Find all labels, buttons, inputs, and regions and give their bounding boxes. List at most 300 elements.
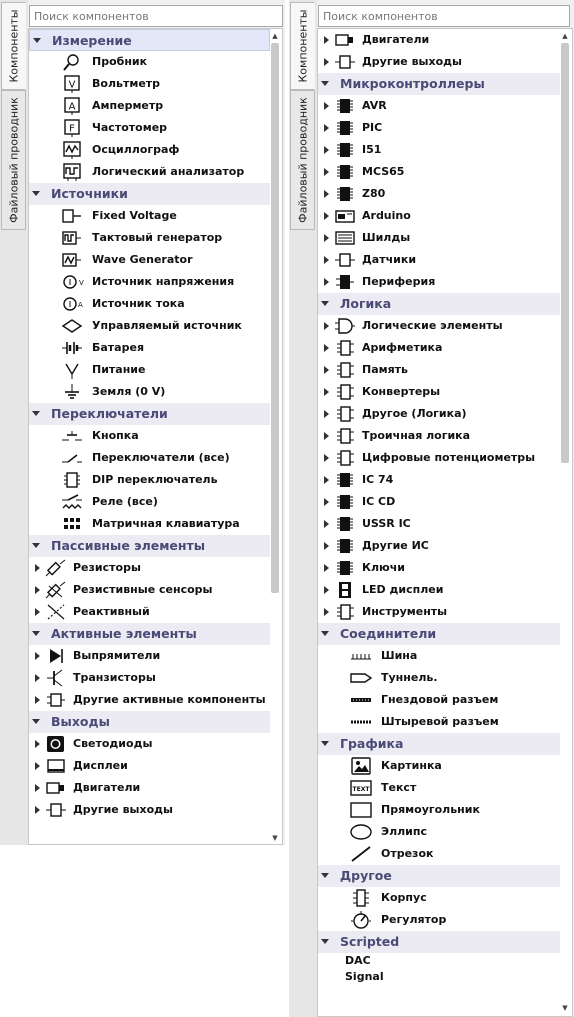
item-label: Арифметика	[362, 341, 443, 354]
category-label: Активные элементы	[51, 626, 197, 641]
header-icon	[350, 712, 372, 732]
item-label: Частотомер	[92, 121, 168, 134]
right-vertical-tabs	[289, 0, 317, 1017]
led-icon	[45, 734, 67, 754]
keypad-icon	[61, 514, 83, 534]
tab-components[interactable]	[290, 2, 315, 90]
item-label: Реактивный	[73, 605, 150, 618]
clock-icon	[61, 228, 83, 248]
ground-icon	[61, 382, 83, 402]
expand-arrow-icon[interactable]	[324, 102, 329, 110]
tunnel-icon	[350, 668, 372, 688]
chip-icon	[334, 470, 356, 490]
collapse-arrow-icon[interactable]	[32, 719, 40, 724]
controlled-source-icon	[61, 316, 83, 336]
scroll-thumb[interactable]	[561, 43, 569, 463]
ammeter-icon	[61, 96, 83, 116]
subcategory-item[interactable]	[318, 271, 560, 293]
expand-arrow-icon[interactable]	[324, 586, 329, 594]
component-item[interactable]	[318, 843, 560, 865]
expand-arrow-icon[interactable]	[324, 410, 329, 418]
left-vertical-tabs	[0, 0, 28, 845]
svg-text:V: V	[79, 279, 84, 287]
category-header[interactable]	[318, 733, 560, 755]
svg-text:F: F	[69, 123, 75, 135]
socket-icon	[350, 690, 372, 710]
other-output-icon	[45, 800, 67, 820]
expand-arrow-icon[interactable]	[35, 696, 40, 704]
expand-arrow-icon[interactable]	[324, 168, 329, 176]
component-item[interactable]	[318, 645, 560, 667]
collapse-arrow-icon[interactable]	[321, 873, 329, 878]
subcategory-item[interactable]	[318, 359, 560, 381]
item-label: Кнопка	[92, 429, 139, 442]
expand-arrow-icon[interactable]	[324, 388, 329, 396]
category-header[interactable]	[29, 183, 270, 205]
svg-text:TEXT: TEXT	[352, 786, 370, 793]
item-label: Тактовый генератор	[92, 231, 223, 244]
category-label: Графика	[340, 736, 404, 751]
subcategory-item[interactable]	[318, 469, 560, 491]
knob-icon	[350, 910, 372, 930]
scroll-up-icon[interactable]: ▲	[562, 32, 568, 40]
component-item[interactable]	[29, 381, 270, 403]
item-label: Осциллограф	[92, 143, 180, 156]
category-header[interactable]	[29, 535, 270, 557]
subcategory-item[interactable]	[318, 29, 560, 51]
motor-icon	[334, 30, 356, 50]
subcategory-item[interactable]	[29, 755, 270, 777]
category-label: Логика	[340, 296, 392, 311]
component-item[interactable]	[29, 249, 270, 271]
collapse-arrow-icon[interactable]	[321, 631, 329, 636]
line-icon	[350, 844, 372, 864]
subcategory-item[interactable]	[318, 403, 560, 425]
expand-arrow-icon[interactable]	[35, 806, 40, 814]
item-label: Питание	[92, 363, 146, 376]
resistor-icon	[45, 558, 67, 578]
item-label: Амперметр	[92, 99, 164, 112]
item-label: Регулятор	[381, 913, 447, 926]
script-item[interactable]	[318, 953, 560, 969]
category-label: Другое	[340, 868, 392, 883]
item-label: Логические элементы	[362, 319, 503, 332]
item-label: Двигатели	[362, 33, 430, 46]
category-label: Выходы	[51, 714, 110, 729]
search-input[interactable]	[29, 5, 283, 27]
component-item[interactable]	[318, 755, 560, 777]
expand-arrow-icon[interactable]	[324, 146, 329, 154]
item-label: Датчики	[362, 253, 417, 266]
tab-components-label: Компоненты	[7, 9, 20, 83]
chip-icon	[334, 118, 356, 138]
expand-arrow-icon[interactable]	[35, 608, 40, 616]
category-label: Измерение	[52, 33, 132, 48]
subcategory-item[interactable]	[318, 381, 560, 403]
ic-outline-icon	[334, 602, 356, 622]
component-item[interactable]	[318, 887, 560, 909]
item-label: Отрезок	[381, 847, 434, 860]
item-label: Управляемый источник	[92, 319, 242, 332]
expand-arrow-icon[interactable]	[324, 344, 329, 352]
left-panel	[0, 0, 285, 845]
item-label: Другие выходы	[73, 803, 173, 816]
subcategory-item[interactable]	[318, 315, 560, 337]
expand-arrow-icon[interactable]	[35, 762, 40, 770]
fixed-voltage-icon	[61, 206, 83, 226]
component-tree[interactable]	[317, 28, 573, 1017]
battery-icon	[61, 338, 83, 358]
subcategory-item[interactable]	[318, 601, 560, 623]
subcategory-item[interactable]	[318, 183, 560, 205]
category-label: Соединители	[340, 626, 437, 641]
subcategory-item[interactable]	[318, 139, 560, 161]
subcategory-item[interactable]	[318, 337, 560, 359]
text-icon	[350, 778, 372, 798]
oscilloscope-icon	[61, 140, 83, 160]
subcategory-item[interactable]	[318, 557, 560, 579]
item-label: Wave Generator	[92, 253, 193, 266]
tab-file-browser-label: Файловый проводник	[296, 97, 309, 223]
category-label: Источники	[51, 186, 128, 201]
item-label: Периферия	[362, 275, 436, 288]
item-label: Троичная логика	[362, 429, 471, 442]
item-label: Резистивные сенсоры	[73, 583, 213, 596]
item-label: DAC	[345, 954, 371, 967]
item-label: Другое (Логика)	[362, 407, 467, 420]
subcategory-item[interactable]	[29, 645, 270, 667]
scroll-down-icon[interactable]: ▼	[272, 834, 278, 842]
rectangle-icon	[350, 800, 372, 820]
category-header[interactable]	[29, 403, 270, 425]
reactive-icon	[45, 602, 67, 622]
component-item[interactable]	[29, 117, 270, 139]
push-button-icon	[61, 426, 83, 446]
item-label: Логический анализатор	[92, 165, 245, 178]
transistor-icon	[45, 668, 67, 688]
expand-arrow-icon[interactable]	[324, 454, 329, 462]
expand-arrow-icon[interactable]	[324, 212, 329, 220]
wave-generator-icon	[61, 250, 83, 270]
chip-icon	[334, 514, 356, 534]
item-label: Матричная клавиатура	[92, 517, 240, 530]
item-label: Fixed Voltage	[92, 209, 177, 222]
item-label: IC 74	[362, 473, 394, 486]
chip-icon	[334, 162, 356, 182]
component-item[interactable]	[29, 359, 270, 381]
item-label: Транзисторы	[73, 671, 156, 684]
subcategory-item[interactable]	[29, 557, 270, 579]
item-label: Память	[362, 363, 409, 376]
category-header[interactable]	[318, 931, 560, 953]
ic-outline-icon	[334, 382, 356, 402]
peripheral-icon	[334, 272, 356, 292]
component-item[interactable]	[318, 689, 560, 711]
component-item[interactable]	[29, 227, 270, 249]
collapse-arrow-icon[interactable]	[32, 543, 40, 548]
scroll-thumb[interactable]	[271, 43, 279, 593]
right-panel	[289, 0, 574, 1017]
component-item[interactable]	[318, 777, 560, 799]
scroll-up-icon[interactable]: ▲	[272, 32, 278, 40]
item-label: Инструменты	[362, 605, 448, 618]
sensor-icon	[334, 250, 356, 270]
subcategory-item[interactable]	[29, 667, 270, 689]
category-header[interactable]	[29, 711, 270, 733]
item-label: Источник тока	[92, 297, 185, 310]
display-icon	[45, 756, 67, 776]
item-label: Дисплеи	[73, 759, 128, 772]
item-label: Другие ИС	[362, 539, 429, 552]
component-item[interactable]	[318, 667, 560, 689]
chip-icon	[334, 140, 356, 160]
tab-file-browser-label: Файловый проводник	[7, 97, 20, 223]
item-label: Z80	[362, 187, 386, 200]
subcategory-item[interactable]	[318, 447, 560, 469]
subcategory-item[interactable]	[318, 161, 560, 183]
collapse-arrow-icon[interactable]	[321, 939, 329, 944]
package-icon	[350, 888, 372, 908]
probe-icon	[61, 52, 83, 72]
category-label: Scripted	[340, 934, 400, 949]
item-label: AVR	[362, 99, 387, 112]
svg-text:A: A	[78, 301, 83, 309]
expand-arrow-icon[interactable]	[324, 608, 329, 616]
ic-outline-icon	[334, 404, 356, 424]
logic-analyzer-icon	[61, 162, 83, 182]
script-item[interactable]	[318, 969, 560, 985]
shield-board-icon	[334, 228, 356, 248]
component-item[interactable]	[318, 799, 560, 821]
component-item[interactable]	[29, 293, 270, 315]
component-item[interactable]	[29, 425, 270, 447]
expand-arrow-icon[interactable]	[324, 476, 329, 484]
expand-arrow-icon[interactable]	[35, 740, 40, 748]
expand-arrow-icon[interactable]	[324, 190, 329, 198]
item-label: PIC	[362, 121, 383, 134]
tab-file-browser[interactable]	[1, 90, 26, 230]
logic-gate-icon	[334, 316, 356, 336]
category-header[interactable]	[29, 623, 270, 645]
switch-icon	[61, 448, 83, 468]
expand-arrow-icon[interactable]	[324, 520, 329, 528]
item-label: Эллипс	[381, 825, 428, 838]
search-input[interactable]	[318, 5, 570, 27]
category-label: Микроконтроллеры	[340, 76, 485, 91]
component-item[interactable]	[29, 271, 270, 293]
expand-arrow-icon[interactable]	[324, 498, 329, 506]
chip-icon	[334, 96, 356, 116]
category-label: Пассивные элементы	[51, 538, 206, 553]
scrollbar[interactable]	[560, 29, 570, 1017]
expand-arrow-icon[interactable]	[35, 784, 40, 792]
subcategory-item[interactable]	[318, 535, 560, 557]
component-item[interactable]	[29, 469, 270, 491]
scroll-down-icon[interactable]: ▼	[562, 1004, 568, 1012]
component-item[interactable]	[29, 513, 270, 535]
subcategory-item[interactable]	[29, 777, 270, 799]
svg-text:V: V	[68, 79, 76, 91]
item-label: Резисторы	[73, 561, 141, 574]
ic-outline-icon	[334, 426, 356, 446]
item-label: Прямоугольник	[381, 803, 480, 816]
power-rail-icon	[61, 360, 83, 380]
item-label: Arduino	[362, 209, 411, 222]
relay-icon	[61, 492, 83, 512]
diode-icon	[45, 646, 67, 666]
collapse-arrow-icon[interactable]	[321, 81, 329, 86]
expand-arrow-icon[interactable]	[324, 124, 329, 132]
frequency-meter-icon	[61, 118, 83, 138]
component-item[interactable]	[318, 711, 560, 733]
collapse-arrow-icon[interactable]	[32, 191, 40, 196]
category-header[interactable]	[318, 73, 560, 95]
other-active-icon	[45, 690, 67, 710]
component-item[interactable]	[29, 447, 270, 469]
item-label: IC CD	[362, 495, 396, 508]
component-item[interactable]	[29, 315, 270, 337]
item-label: Цифровые потенциометры	[362, 451, 536, 464]
component-item[interactable]	[29, 95, 270, 117]
arduino-icon	[334, 206, 356, 226]
subcategory-item[interactable]	[29, 579, 270, 601]
item-label: Конвертеры	[362, 385, 441, 398]
item-label: Двигатели	[73, 781, 141, 794]
item-label: Источник напряжения	[92, 275, 235, 288]
component-item[interactable]	[29, 491, 270, 513]
ellipse-icon	[350, 822, 372, 842]
expand-arrow-icon[interactable]	[324, 542, 329, 550]
item-label: Другие выходы	[362, 55, 462, 68]
expand-arrow-icon[interactable]	[324, 36, 329, 44]
bus-icon	[350, 646, 372, 666]
other-output-icon	[334, 52, 356, 72]
item-label: Земля (0 V)	[92, 385, 166, 398]
item-label: Батарея	[92, 341, 145, 354]
item-label: Шина	[381, 649, 418, 662]
voltage-source-icon	[61, 272, 83, 292]
subcategory-item[interactable]	[318, 227, 560, 249]
item-label: Светодиоды	[73, 737, 153, 750]
expand-arrow-icon[interactable]	[324, 432, 329, 440]
item-label: MCS65	[362, 165, 405, 178]
component-tree[interactable]	[28, 28, 283, 845]
tab-components[interactable]	[1, 2, 26, 90]
expand-arrow-icon[interactable]	[35, 674, 40, 682]
expand-arrow-icon[interactable]	[324, 366, 329, 374]
ic-outline-icon	[334, 360, 356, 380]
dip-switch-icon	[61, 470, 83, 490]
item-label: USSR IC	[362, 517, 411, 530]
chip-icon	[334, 558, 356, 578]
collapse-arrow-icon[interactable]	[321, 741, 329, 746]
item-label: DIP переключатель	[92, 473, 218, 486]
subcategory-item[interactable]	[318, 249, 560, 271]
item-label: Ключи	[362, 561, 406, 574]
component-item[interactable]	[318, 821, 560, 843]
component-item[interactable]	[29, 139, 270, 161]
expand-arrow-icon[interactable]	[324, 322, 329, 330]
subcategory-item[interactable]	[29, 689, 270, 711]
item-label: Вольтметр	[92, 77, 161, 90]
item-label: Пробник	[92, 55, 148, 68]
component-item[interactable]	[29, 337, 270, 359]
expand-arrow-icon[interactable]	[324, 58, 329, 66]
svg-text:A: A	[68, 101, 76, 113]
item-label: Реле (все)	[92, 495, 158, 508]
subcategory-item[interactable]	[29, 733, 270, 755]
category-header[interactable]	[318, 623, 560, 645]
component-item[interactable]	[318, 909, 560, 931]
voltmeter-icon	[61, 74, 83, 94]
subcategory-item[interactable]	[318, 491, 560, 513]
category-label: Переключатели	[51, 406, 168, 421]
expand-arrow-icon[interactable]	[324, 564, 329, 572]
seven-segment-icon	[334, 580, 356, 600]
item-label: Выпрямители	[73, 649, 161, 662]
subcategory-item[interactable]	[318, 513, 560, 535]
resistive-sensor-icon	[45, 580, 67, 600]
component-item[interactable]	[29, 161, 270, 183]
scrollbar[interactable]	[270, 29, 280, 846]
expand-arrow-icon[interactable]	[324, 278, 329, 286]
collapse-arrow-icon[interactable]	[32, 631, 40, 636]
expand-arrow-icon[interactable]	[324, 234, 329, 242]
expand-arrow-icon[interactable]	[35, 652, 40, 660]
chip-icon	[334, 184, 356, 204]
collapse-arrow-icon[interactable]	[321, 301, 329, 306]
component-item[interactable]	[29, 205, 270, 227]
item-label: Signal	[345, 970, 384, 983]
expand-arrow-icon[interactable]	[35, 564, 40, 572]
subcategory-item[interactable]	[318, 51, 560, 73]
item-label: Корпус	[381, 891, 427, 904]
item-label: Туннель.	[381, 671, 438, 684]
item-label: LED дисплеи	[362, 583, 444, 596]
component-item[interactable]	[29, 73, 270, 95]
subcategory-item[interactable]	[318, 579, 560, 601]
item-label: Шилды	[362, 231, 411, 244]
tab-file-browser[interactable]	[290, 90, 315, 230]
item-label: Картинка	[381, 759, 442, 772]
subcategory-item[interactable]	[318, 95, 560, 117]
tab-components-label: Компоненты	[296, 9, 309, 83]
item-label: I51	[362, 143, 382, 156]
subcategory-item[interactable]	[318, 205, 560, 227]
motor-icon	[45, 778, 67, 798]
component-item[interactable]	[29, 51, 270, 73]
ic-outline-icon	[334, 338, 356, 358]
expand-arrow-icon[interactable]	[324, 256, 329, 264]
current-source-icon	[61, 294, 83, 314]
chip-icon	[334, 536, 356, 556]
item-label: Текст	[381, 781, 417, 794]
collapse-arrow-icon[interactable]	[33, 38, 41, 43]
expand-arrow-icon[interactable]	[35, 586, 40, 594]
category-header[interactable]	[29, 29, 270, 51]
ic-outline-icon	[334, 448, 356, 468]
subcategory-item[interactable]	[318, 117, 560, 139]
collapse-arrow-icon[interactable]	[32, 411, 40, 416]
item-label: Гнездовой разъем	[381, 693, 499, 706]
subcategory-item[interactable]	[318, 425, 560, 447]
subcategory-item[interactable]	[29, 799, 270, 821]
category-header[interactable]	[318, 865, 560, 887]
subcategory-item[interactable]	[29, 601, 270, 623]
chip-icon	[334, 492, 356, 512]
item-label: Другие активные компоненты	[73, 693, 266, 706]
category-header[interactable]	[318, 293, 560, 315]
